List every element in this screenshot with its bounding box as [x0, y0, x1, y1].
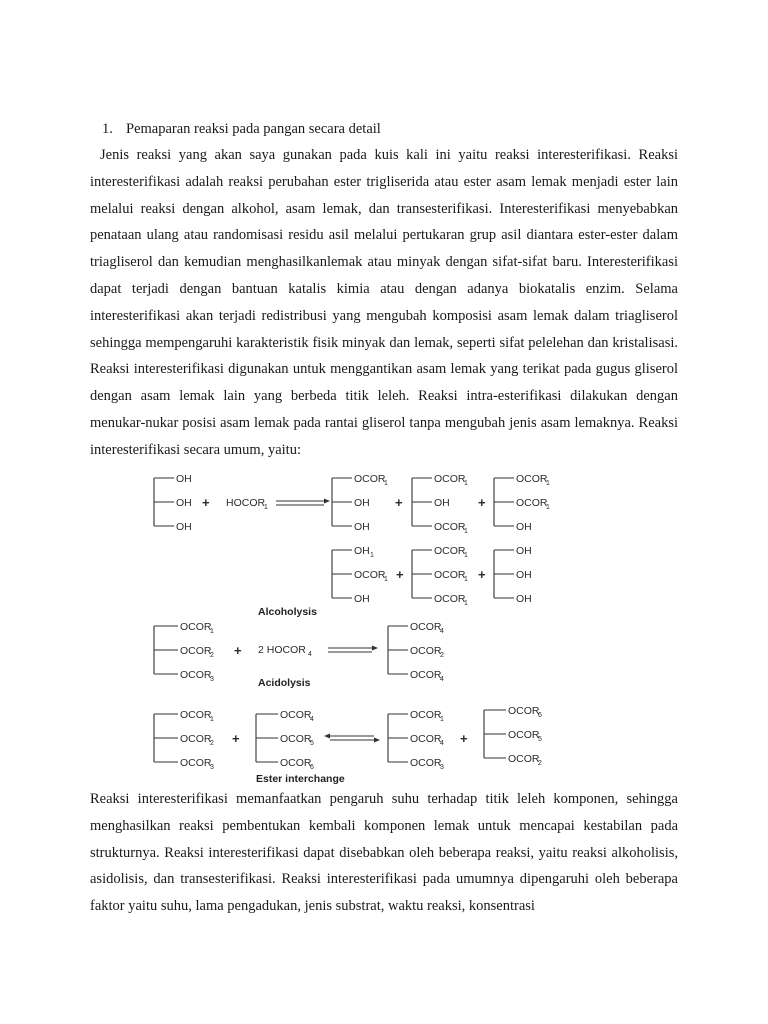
- equilibrium-arrow: [324, 734, 380, 743]
- r-subscript: 1: [384, 576, 388, 583]
- acidolysis-product: [388, 621, 444, 683]
- chemical-group-label: OCOR: [434, 593, 466, 605]
- glycerol-backbone-bracket: [412, 550, 432, 598]
- r-subscript: 2: [538, 760, 542, 767]
- plus-sign: +: [478, 495, 486, 510]
- glycerol-backbone-bracket: [154, 478, 174, 526]
- chemical-group-label: OCOR: [410, 621, 442, 633]
- chemical-group-label: OH: [516, 569, 532, 581]
- ester-interchange-reactant-2: [256, 709, 314, 771]
- chemical-group-label: OCOR: [434, 545, 466, 557]
- interesterification-reaction-diagram: [140, 470, 570, 791]
- glycerol-backbone-bracket: [388, 626, 408, 674]
- arrow-line: [372, 646, 378, 651]
- r-subscript: 1: [546, 480, 550, 487]
- r-subscript: 3: [440, 764, 444, 771]
- r-subscript: 1: [384, 480, 388, 487]
- alcoholysis-reactant-glycerol: [154, 473, 192, 533]
- chemical-group-label: OH: [516, 521, 532, 533]
- chemical-group-label: OCOR: [434, 521, 466, 533]
- chemical-group-label: OH: [434, 497, 450, 509]
- equilibrium-arrow: [276, 499, 330, 506]
- equilibrium-arrow: [328, 646, 378, 653]
- r-subscript: 3: [210, 764, 214, 771]
- arrow-line: [324, 734, 330, 739]
- r-subscript: 1: [210, 716, 214, 723]
- r-subscript: 1: [464, 552, 468, 559]
- heading-text: Pemaparan reaksi pada pangan secara detail: [126, 121, 381, 137]
- plus-sign: +: [395, 495, 403, 510]
- chemical-group-label: OCOR: [280, 733, 312, 745]
- alcoholysis-product-5: [412, 545, 468, 607]
- chemical-group-label: OCOR: [508, 753, 540, 765]
- r-subscript: 4: [440, 740, 444, 747]
- chemical-group-label: OCOR: [410, 733, 442, 745]
- r-subscript: 5: [310, 740, 314, 747]
- chemical-group-label: HOCOR: [226, 497, 266, 509]
- plus-sign: +: [460, 731, 468, 746]
- chemical-group-label: OH: [354, 593, 370, 605]
- glycerol-backbone-bracket: [484, 710, 506, 758]
- r-subscript: 2: [210, 652, 214, 659]
- chemical-group-label: OCOR: [434, 473, 466, 485]
- r-subscript: 1: [210, 628, 214, 635]
- r-subscript: 3: [210, 676, 214, 683]
- r-subscript: 1: [464, 528, 468, 535]
- chemical-group-label: OCOR: [180, 669, 212, 681]
- chemical-group-label: OCOR: [508, 729, 540, 741]
- ester-interchange-product-1: [388, 709, 444, 771]
- chemical-group-label: OH: [516, 545, 532, 557]
- plus-sign: +: [234, 643, 242, 658]
- r-subscript: 2: [440, 652, 444, 659]
- glycerol-backbone-bracket: [256, 714, 278, 762]
- glycerol-backbone-bracket: [388, 714, 408, 762]
- chemical-group-label: OCOR: [180, 645, 212, 657]
- plus-sign: +: [396, 567, 404, 582]
- r-subscript: 4: [310, 716, 314, 723]
- chemical-group-label: 2 HOCOR: [258, 644, 306, 656]
- alcoholysis-product-4: [332, 545, 388, 605]
- chemical-group-label: OCOR: [516, 473, 548, 485]
- glycerol-backbone-bracket: [494, 550, 514, 598]
- plus-sign: +: [232, 731, 240, 746]
- alcoholysis-reagent-hocor: [226, 497, 268, 511]
- chemical-group-label: OCOR: [410, 709, 442, 721]
- chemical-group-label: OCOR: [180, 709, 212, 721]
- chemical-group-label: OH: [176, 497, 192, 509]
- chemical-group-label: OCOR: [516, 497, 548, 509]
- chemical-group-label: OH: [354, 545, 370, 557]
- section-heading: [102, 119, 381, 139]
- chemical-group-label: OCOR: [280, 757, 312, 769]
- acidolysis-reactant: [154, 621, 214, 683]
- heading-number: 1.: [102, 121, 113, 137]
- chemical-group-label: OH: [516, 593, 532, 605]
- chemical-group-label: OH: [354, 497, 370, 509]
- arrow-line: [324, 499, 330, 504]
- chemical-group-label: OCOR: [410, 645, 442, 657]
- alcoholysis-product-2: [412, 473, 468, 535]
- r-subscript: 1: [464, 480, 468, 487]
- glycerol-backbone-bracket: [154, 714, 178, 762]
- r-subscript: 1: [264, 504, 268, 511]
- chemical-group-label: OCOR: [434, 569, 466, 581]
- chemical-group-label: OCOR: [180, 757, 212, 769]
- caption-acidolysis: Acidolysis: [258, 677, 311, 689]
- plus-sign: +: [478, 567, 486, 582]
- ester-interchange-reactant-1: [154, 709, 214, 771]
- ester-interchange-product-2: [484, 705, 542, 767]
- alcoholysis-product-3: [494, 473, 550, 533]
- chemical-group-label: OH: [176, 473, 192, 485]
- r-subscript: 2: [210, 740, 214, 747]
- r-subscript: 1: [464, 600, 468, 607]
- alcoholysis-product-6: [494, 545, 532, 605]
- r-subscript: 5: [538, 736, 542, 743]
- chemical-group-label: OH: [354, 521, 370, 533]
- chemical-group-label: OCOR: [508, 705, 540, 717]
- chemical-group-label: OCOR: [410, 757, 442, 769]
- chemical-group-label: OCOR: [354, 569, 386, 581]
- r-subscript: 6: [538, 712, 542, 719]
- acidolysis-reagent: [258, 644, 312, 658]
- glycerol-backbone-bracket: [332, 478, 352, 526]
- alcoholysis-product-1: [332, 473, 388, 533]
- r-subscript: 6: [310, 764, 314, 771]
- caption-ester-interchange: Ester interchange: [256, 773, 345, 785]
- r-subscript: 4: [308, 651, 312, 658]
- glycerol-backbone-bracket: [494, 478, 514, 526]
- reaction-diagram-svg: [140, 470, 570, 786]
- chemical-group-label: OCOR: [180, 621, 212, 633]
- r-subscript: 4: [440, 676, 444, 683]
- r-subscript: 1: [370, 552, 374, 559]
- glycerol-backbone-bracket: [154, 626, 178, 674]
- chemical-group-label: OCOR: [354, 473, 386, 485]
- arrow-line: [374, 738, 380, 743]
- r-subscript: 4: [440, 628, 444, 635]
- r-subscript: 1: [546, 504, 550, 511]
- chemical-group-label: OH: [176, 521, 192, 533]
- chemical-group-label: OCOR: [410, 669, 442, 681]
- glycerol-backbone-bracket: [332, 550, 352, 598]
- chemical-group-label: OCOR: [180, 733, 212, 745]
- r-subscript: 1: [440, 716, 444, 723]
- glycerol-backbone-bracket: [412, 478, 432, 526]
- caption-alcoholysis: Alcoholysis: [258, 606, 317, 618]
- r-subscript: 1: [464, 576, 468, 583]
- chemical-group-label: OCOR: [280, 709, 312, 721]
- paragraph-interesterification-factors: Reaksi interesterifikasi memanfaatkan pengaruh suhu terhadap titik leleh komponen, sehingga menghasilkan reaksi pembentukan kembali komponen lemak untuk mencapai kestabilan pada strukturnya. Reaksi interesterifikasi dapat disebabkan oleh beberapa reaksi, yaitu reaksi alkoholisis, asidolisis, dan transesterifikasi. Reaksi interesterifikasi pada umumnya dipengaruhi oleh beberapa faktor yaitu suhu, lama pengadukan, jenis substrat, waktu reaksi, konsentrasi: [90, 791, 678, 915]
- plus-sign: +: [202, 495, 210, 510]
- paragraph-interesterification-intro: Jenis reaksi yang akan saya gunakan pada kuis kali ini yaitu reaksi interesterifikasi. Reaksi interesterifikasi adalah reaksi perubahan ester trigliserida atau ester asam lemak menjadi ester lain melalui reaksi dengan alkohol, asam lemak, dan transesterifikasi. Interesterifikasi menyebabkan penataan ulang atau randomisasi residu asil melalui pertukaran grup asil diantara ester-ester dalam triagliserol dan kemudian menghasilkanlemak atau minyak dengan sifat-sifat baru. Interesterifikasi dapat terjadi dengan bantuan katalis kimia atau dengan adanya biokatalis enzim. Selama interesterifikasi akan terjadi redistribusi yang mengubah komposisi asam lemak dalam triagliserol sehingga mempengaruhi karakteristik fisik minyak dan lemak, seperti sifat pelelehan dan kristalisasi. Reaksi interesterifikasi digunakan untuk menggantikan asam lemak yang terikat pada gugus gliserol dengan asam lemak lain yang berbeda titik leleh. Reaksi intra-esterifikasi dilakukan dengan menukar-nukar posisi asam lemak pada rantai gliserol tanpa mengubah jenis asam lemaknya. Reaksi interesterifikasi secara umum, yaitu:: [90, 147, 678, 458]
